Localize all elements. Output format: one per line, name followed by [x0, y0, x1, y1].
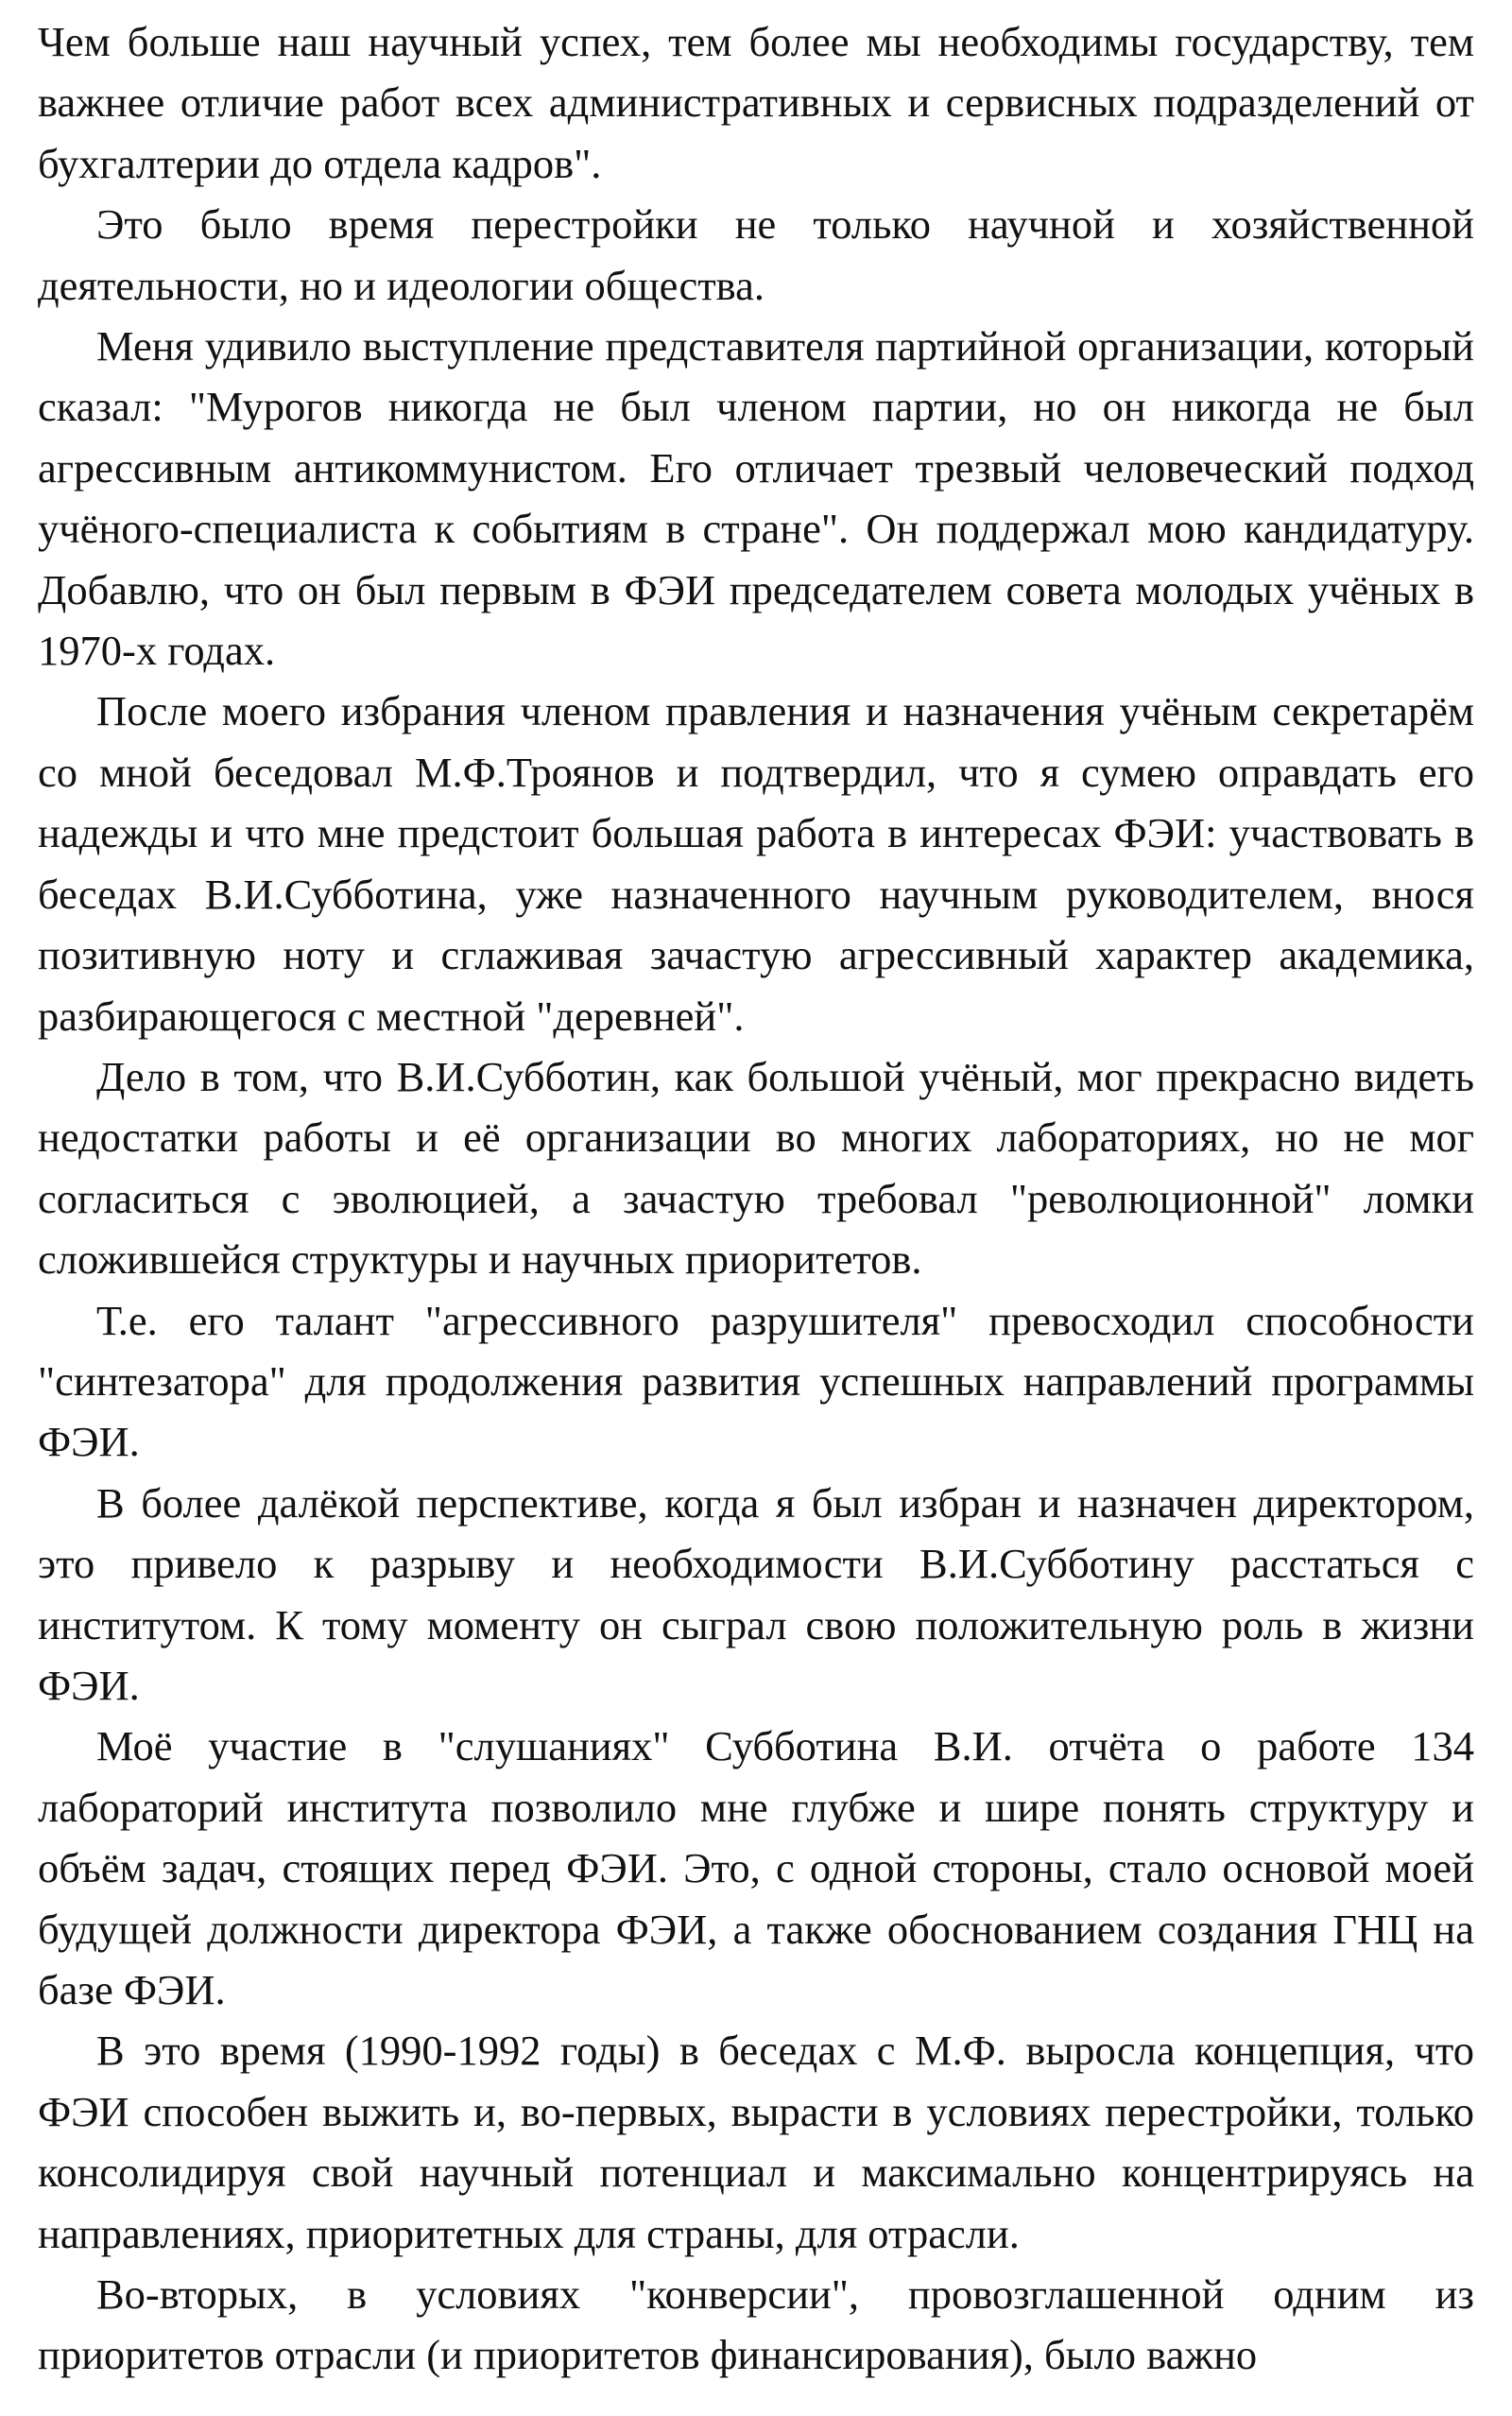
- paragraph: Во-вторых, в условиях "конверсии", провозглашенной одним из приоритетов отрасли (и приоритетов финансирования), было важно: [38, 2270, 1474, 2379]
- paragraph: Чем больше наш научный успех, тем более мы необходимы государству, тем важнее отличие работ всех административных и сервисных подразделений от бухгалтерии до отдела кадров".: [38, 18, 1474, 187]
- paragraph: Это было время перестройки не только научной и хозяйственной деятельности, но и идеологии общества.: [38, 200, 1474, 309]
- paragraph: После моего избрания членом правления и назначения учёным секретарём со мной беседовал М.Ф.Троянов и подтвердил, что я сумею оправдать его надежды и что мне предстоит большая работа в интересах ФЭИ: участвовать в беседах В.И.Субботина, уже назначенного научным руководителем, внося позитивную ноту и сглаживая зачастую агрессивный характер академика, разбирающегося с местной "деревней".: [38, 687, 1474, 1040]
- paragraph: Т.е. его талант "агрессивного разрушителя" превосходил способности "синтезатора" для продолжения развития успешных направлений программы ФЭИ.: [38, 1296, 1474, 1466]
- paragraph: В более далёкой перспективе, когда я был избран и назначен директором, это привело к разрыву и необходимости В.И.Субботину расстаться с институтом. К тому моменту он сыграл свою положительную роль в жизни ФЭИ.: [38, 1478, 1474, 1709]
- paragraph: В это время (1990-1992 годы) в беседах с М.Ф. выросла концепция, что ФЭИ способен выжить и, во-первых, вырасти в условиях перестройки, только консолидируя свой научный потенциал и максимально концентрируясь на направлениях, приоритетных для страны, для отрасли.: [38, 2027, 1474, 2257]
- paragraph: Меня удивило выступление представителя партийной организации, который сказал: "Мурогов никогда не был членом партии, но он никогда не был агрессивным антикоммунистом. Его отличает трезвый человеческий подход учёного-специалиста к событиям в стране". Он поддержал мою кандидатуру. Добавлю, что он был первым в ФЭИ председателем совета молодых учёных в 1970-х годах.: [38, 322, 1474, 675]
- paragraph: Моё участие в "слушаниях" Субботина В.И. отчёта о работе 134 лабораторий института позволило мне глубже и шире понять структуру и объём задач, стоящих перед ФЭИ. Это, с одной стороны, стало основой моей будущей должности директора ФЭИ, а также обоснованием создания ГНЦ на базе ФЭИ.: [38, 1722, 1474, 2013]
- paragraph: Дело в том, что В.И.Субботин, как большой учёный, мог прекрасно видеть недостатки работы и её организации во многих лабораториях, но не мог согласиться с эволюцией, а зачастую требовал "революционной" ломки сложившейся структуры и научных приоритетов.: [38, 1052, 1474, 1284]
